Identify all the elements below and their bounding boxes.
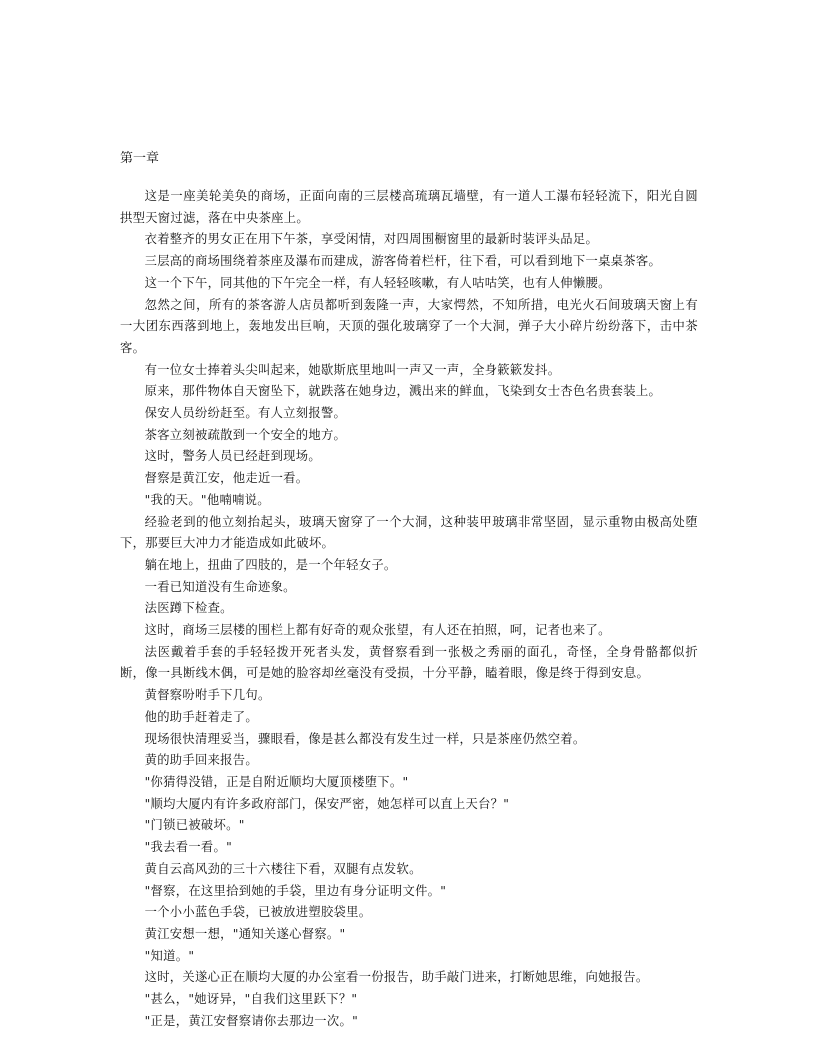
document-page [120, 148, 698, 1032]
paragraph: "我的天。"他喃喃说。 [144, 492, 270, 507]
paragraph: "督察，在这里拾到她的手袋，里边有身分证明文件。" [144, 883, 447, 898]
paragraph: "门锁已被破坏。" [144, 818, 245, 833]
paragraph: 黄督察吩咐手下几句。 [144, 688, 271, 703]
paragraph: 督察是黄江安，他走近一看。 [144, 471, 309, 486]
paragraph: 一个小小蓝色手袋，已被放进塑胶袋里。 [144, 905, 372, 920]
paragraph: 法医戴着手套的手轻轻拨开死者头发，黄督察看到一张极之秀丽的面孔，奇怪，全身骨骼都似折断，像一具断线木偶，可是她的脸容却丝毫没有受损，十分平静，瞌着眼，像是终于得到安息。 [120, 644, 698, 681]
paragraph: "正是，黄江安督察请你去那边一次。" [144, 1013, 359, 1028]
paragraph: 黄自云高风劲的三十六楼往下看，双腿有点发软。 [144, 861, 422, 876]
paragraph: 法医蹲下检查。 [144, 601, 233, 616]
paragraph: 黄江安想一想，"通知关遂心督察。" [144, 926, 346, 941]
paragraph: 现场很快清理妥当，骤眼看，像是甚么都没有发生过一样，只是茶座仍然空着。 [144, 731, 586, 746]
paragraph: "我去看一看。" [144, 840, 233, 855]
paragraph: 这一个下午，同其他的下午完全一样，有人轻轻咳嗽，有人咕咕笑，也有人伸懒腰。 [144, 275, 611, 290]
paragraph: 三层高的商场围绕着茶座及瀑布而建成，游客倚着栏杆，往下看，可以看到地下一桌桌茶客。 [144, 254, 662, 269]
paragraph: 原来，那件物体自天窗坠下，就跌落在她身边，溅出来的鲜血，飞染到女士杏色名贵套装上。 [144, 384, 662, 399]
paragraph: 经验老到的他立刻抬起头，玻璃天窗穿了一个大洞，这种装甲玻璃非常坚固，显示重物由极高处堕下，那要巨大冲力才能造成如此破坏。 [120, 514, 698, 551]
paragraph: 这时，警务人员已经赶到现场。 [144, 449, 321, 464]
paragraph: 他的助手赶着走了。 [144, 709, 258, 724]
paragraph: "知道。" [144, 948, 195, 963]
paragraph: "甚么，"她讶异，"自我们这里跃下？" [144, 992, 358, 1007]
paragraph: 忽然之间，所有的茶客游人店员都听到轰隆一声，大家愕然，不知所措，电光火石间玻璃天窗上有一大团东西落到地上，轰地发出巨响，天顶的强化玻璃穿了一个大洞，弹子大小碎片纷纷落下，击中茶客。 [120, 297, 698, 355]
paragraph: 黄的助手回来报告。 [144, 753, 258, 768]
paragraph: "你猜得没错，正是自附近顺均大厦顶楼堕下。" [144, 774, 409, 789]
paragraph: 一看已知道没有生命迹象。 [144, 579, 296, 594]
paragraph: 这是一座美轮美奂的商场，正面向南的三层楼高琉璃瓦墙壁，有一道人工瀑布轻轻流下，阳光自圆拱型天窗过滤，落在中央茶座上。 [120, 189, 698, 225]
chapter-title: 第一章 [120, 151, 160, 166]
paragraph: "顺均大厦内有许多政府部门，保安严密，她怎样可以直上天台？" [144, 796, 510, 811]
paragraph: 茶客立刻被疏散到一个安全的地方。 [144, 427, 347, 442]
paragraph: 有一位女士捧着头尖叫起来，她歇斯底里地叫一声又一声，全身簌簌发抖。 [144, 362, 561, 377]
chapter-body [120, 186, 698, 1032]
paragraph: 这时，关遂心正在顺均大厦的办公室看一份报告，助手敲门进来，打断她思维，向她报告。 [144, 970, 649, 985]
paragraph: 保安人员纷纷赶至。有人立刻报警。 [144, 406, 347, 421]
paragraph: 衣着整齐的男女正在用下午茶，享受闲情，对四周围橱窗里的最新时装评头品足。 [144, 232, 599, 247]
paragraph: 这时，商场三层楼的围栏上都有好奇的观众张望，有人还在拍照，呵，记者也来了。 [144, 623, 611, 638]
paragraph: 躺在地上，扭曲了四肢的，是一个年轻女子。 [144, 557, 397, 572]
